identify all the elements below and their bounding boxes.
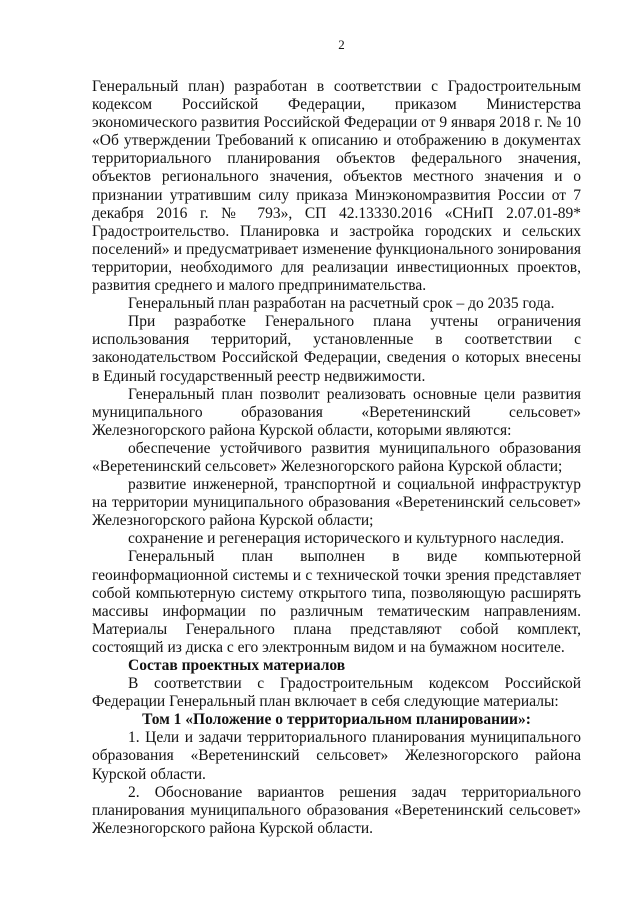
paragraph-materials-intro: В соответствии с Градостроительным кодексом Российской Федерации Генеральный план включает в себя следующие материалы:	[92, 675, 581, 711]
document-body	[92, 78, 581, 838]
goal-item-sustainable-development: обеспечение устойчивого развития муниципального образования «Веретенинский сельсовет» Железногорского района Курской области;	[92, 439, 581, 475]
goal-item-heritage: сохранение и регенерация исторического и культурного наследия.	[128, 530, 565, 548]
volume-heading: Том 1 «Положение о территориальном планировании»:	[142, 711, 531, 729]
section-heading-materials: Состав проектных материалов	[128, 657, 346, 674]
paragraph-restrictions: При разработке Генерального плана учтены ограничения использования территорий, установленные в соответствии с законодательством Российской Федерации, сведения о которых внесены в Единый государственный реестр недвижимости.	[92, 313, 581, 385]
paragraph-intro: Генеральный план) разработан в соответствии с Градостроительным кодексом Российской Федерации, приказом Министерства экономического развития Российской Федерации от 9 января 2018 г. № 10 «Об утверждении Требований к описанию и отображению в документах территориального планирования объектов федерального значения, объектов регионального значения, объектов местного значения и о признании утратившим силу приказа Минэкономразвития России от 7 декабря 2016 г. № 793», СП 42.13330.2016 «СНиП 2.07.01-89* Градостроительство. Планировка и застройка городских и сельских поселений» и предусматривает изменение функционального зонирования территории, необходимого для реализации инвестиционных проектов, развития среднего и малого предпринимательства.	[92, 78, 581, 295]
page-number: 2	[338, 37, 345, 52]
paragraph-gis: Генеральный план выполнен в виде компьютерной геоинформационной системы и с технической точки зрения представляет собой компьютерную систему открытого типа, позволяющую расширять массивы информации по различным тематическим направлениям. Материалы Генерального плана представляют собой комплект, состоящий из диска с его электронным видом и на бумажном носителе.	[92, 548, 581, 656]
paragraph-goals: Генеральный план позволит реализовать основные цели развития муниципального образования «Веретенинский сельсовет» Железногорского района Курской области, которыми являются:	[92, 385, 581, 439]
list-item-justification: 2. Обоснование вариантов решения задач территориального планирования муниципального образования «Веретенинский сельсовет» Железногорского района Курской области.	[92, 783, 581, 837]
list-item-goals-tasks: 1. Цели и задачи территориального планирования муниципального образования «Веретенинский сельсовет» Железногорского района Курской области.	[92, 729, 581, 783]
goal-item-infrastructure: развитие инженерной, транспортной и социальной инфраструктур на территории муниципального образования «Веретенинский сельсовет» Железногорского района Курской области;	[92, 476, 581, 530]
paragraph-term: Генеральный план разработан на расчетный срок – до 2035 года.	[128, 295, 555, 313]
